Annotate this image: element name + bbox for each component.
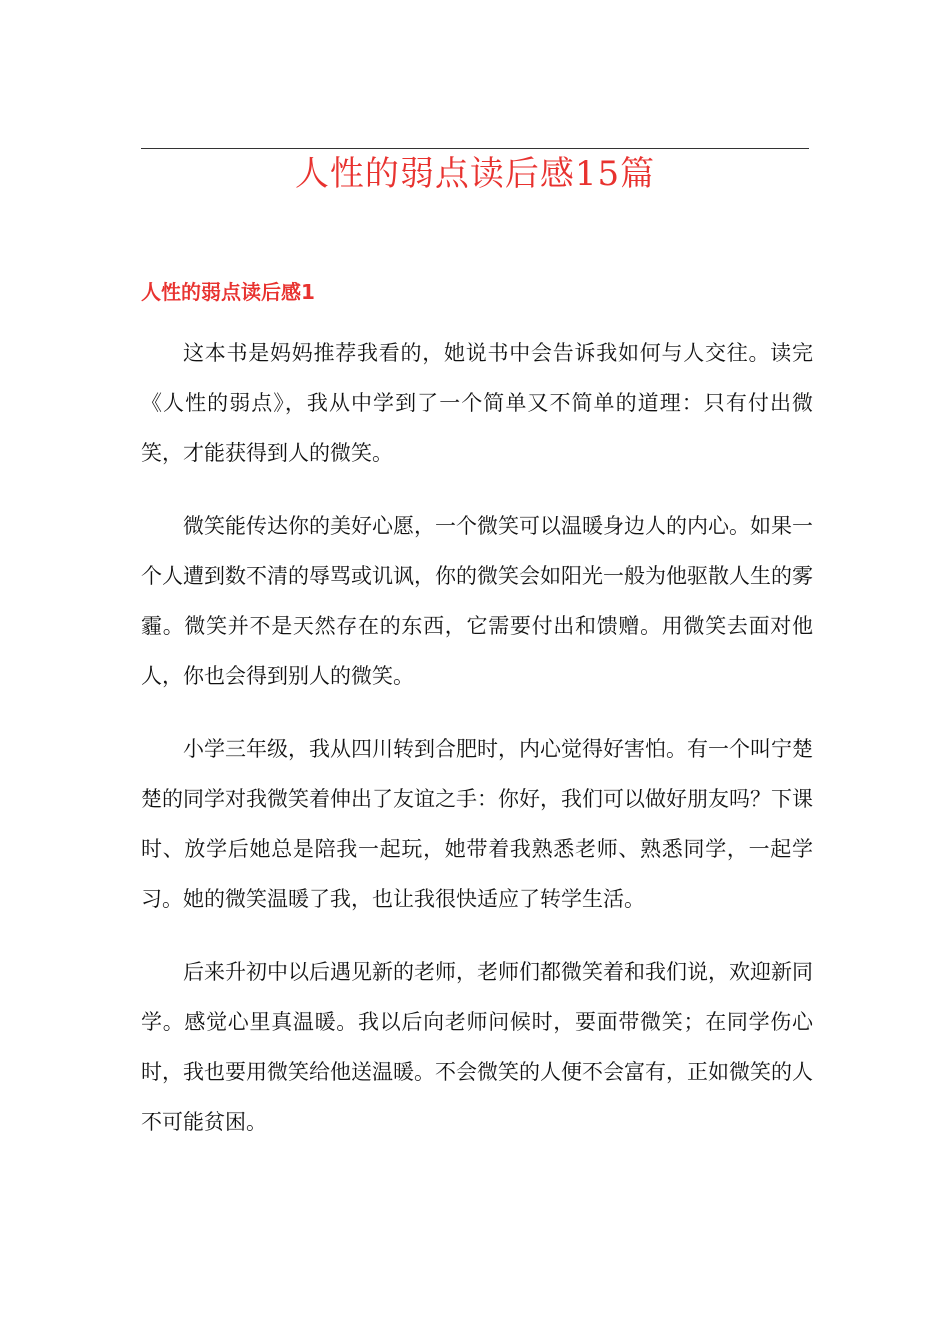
document-body <box>141 328 813 1170</box>
paragraph-4: 后来升初中以后遇见新的老师，老师们都微笑着和我们说，欢迎新同学。感觉心里真温暖。我以后向老师问候时，要面带微笑；在同学伤心时，我也要用微笑给他送温暖。不会微笑的人便不会富有，正如微笑的人不可能贫困。 <box>141 960 813 1134</box>
paragraph-2: 微笑能传达你的美好心愿，一个微笑可以温暖身边人的内心。如果一个人遭到数不清的辱骂或讥讽，你的微笑会如阳光一般为他驱散人生的雾霾。微笑并不是天然存在的东西，它需要付出和馈赠。用微笑去面对他人，你也会得到别人的微笑。 <box>141 514 813 688</box>
paragraph-1: 这本书是妈妈推荐我看的，她说书中会告诉我如何与人交往。读完《人性的弱点》，我从中学到了一个简单又不简单的道理：只有付出微笑，才能获得到人的微笑。 <box>141 341 813 465</box>
document-title: 人性的弱点读后感15篇 <box>294 154 656 194</box>
header-rule <box>141 148 809 149</box>
section-heading: 人性的弱点读后感1 <box>141 280 315 304</box>
paragraph-3: 小学三年级，我从四川转到合肥时，内心觉得好害怕。有一个叫宁楚楚的同学对我微笑着伸出了友谊之手：你好，我们可以做好朋友吗？下课时、放学后她总是陪我一起玩，她带着我熟悉老师、熟悉同学，一起学习。她的微笑温暖了我，也让我很快适应了转学生活。 <box>141 737 813 911</box>
